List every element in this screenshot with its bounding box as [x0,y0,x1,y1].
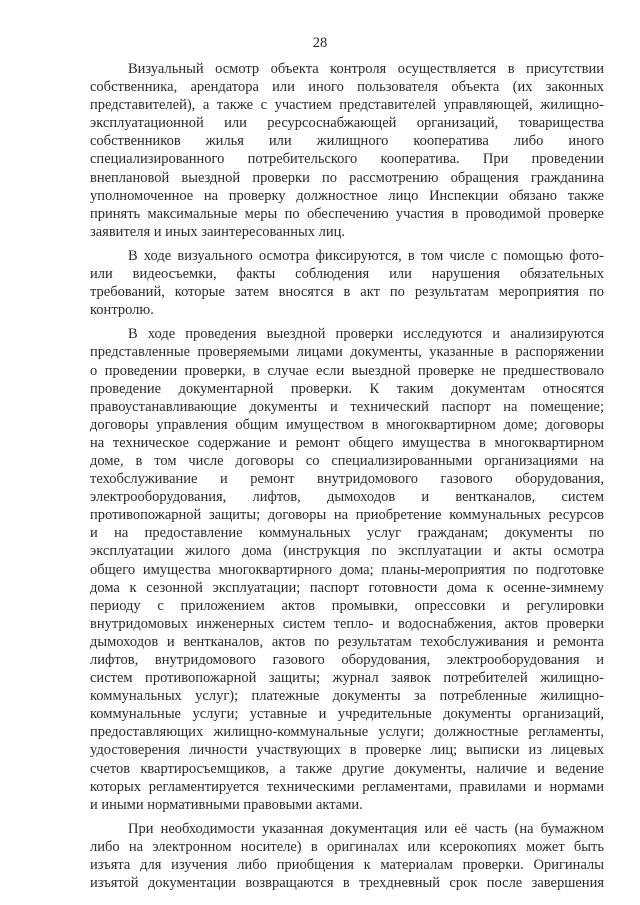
text-line: договоры управления общим имуществом в многоквартирном доме; договоры [90,416,604,433]
text-line: предоставляющих жилищно-коммунальные услуги; должностные регламенты, [90,724,604,741]
text-line: лифтов, внутридомового газового оборудования, электрооборудования и [90,652,604,668]
text-line: общего имущества многоквартирного дома; планы-мероприятия по подготовке [90,561,604,578]
text-line: собственника, арендатора или иного пользователя объекта (их законных [90,79,604,96]
text-line: принять максимальные меры по обеспечению участия в проводимой проверке [90,205,604,222]
text-line: дымоходов и вентканалов, актов по результатам техобслуживания и ремонта [90,633,604,650]
paragraph [90,325,604,814]
text-line: В ходе визуального осмотра фиксируются, в том числе с помощью фото- [128,247,604,264]
text-line: В ходе проведения выездной проверки исследуются и анализируются [128,326,604,343]
text-line: специализированного потребительского кооператива. При проведении [90,151,604,168]
text-line: и иными нормативными правовыми актами. [90,796,363,813]
text-line: проведение документарной проверки. К таким документам относятся [90,380,604,397]
paragraph [90,247,604,319]
text-line: представленные проверяемыми лицами документы, указанные в распоряжении [90,344,604,361]
text-line: Визуальный осмотр объекта контроля осуществляется в присутствии [128,61,604,77]
text-line: систем противопожарной защиты; журнал заявок потребителей жилищно- [90,670,604,687]
text-line: изъята для изучения либо приобщения к материалам проверки. Оригиналы [90,857,604,874]
text-line: удостоверения личности участвующих в проверке лиц; выписки из лицевых [90,742,604,759]
text-line: либо на электронном носителе) в оригиналах или ксерокопиях может быть [90,838,604,855]
page-number: 28 [312,35,328,51]
text-line: периоду с приложением актов промывки, опрессовки и регулировки [90,597,604,614]
text-line: правоустанавливающие документы и технический паспорт на помещение; [90,398,604,415]
text-line: внутридомовых инженерных систем тепло- и водоснабжения, актов проверки [90,615,604,632]
paragraph [90,820,604,892]
text-line: на техническое содержание и ремонт общего имущества в многоквартирном [90,434,604,451]
text-line: противопожарной защиты; договоры на приобретение коммунальных ресурсов [90,507,604,524]
text-line: изъятой документации возвращаются в трехдневный срок после завершения [90,875,604,892]
text-line: требований, которые затем вносятся в акт по результатам мероприятия по [90,284,604,301]
text-line: При необходимости указанная документация или её часть (на бумажном [128,820,604,837]
text-line: доме, в том числе договоры со специализированными организациями на [90,452,604,469]
text-line: уполномоченное на проверку должностное лицо Инспекции обязано также [90,187,604,204]
text-line: коммунальные услуги; уставные и учредительные документы организаций, [90,706,604,723]
paragraph [90,60,604,241]
text-line: счетов квартиросъемщиков, а также другие документы, наличие и ведение [90,760,604,777]
text-line: контролю. [90,302,154,319]
text-line: электрооборудования, лифтов, дымоходов и вентканалов, систем [90,489,604,506]
text-line: коммунальных услуг); платежные документы за потребленные жилищно- [90,688,604,705]
text-line: внеплановой выездной проверки по рассмотрению обращения гражданина [90,169,604,186]
text-line: и на предоставление коммунальных услуг гражданам; документы по [90,525,604,542]
page-body [90,60,604,892]
text-line: дома к сезонной эксплуатации; паспорт готовности дома к осенне-зимнему [90,579,604,596]
text-line: заявителя и иных заинтересованных лиц. [90,223,346,240]
text-line: представителей), а также с участием представителей управляющей, жилищно- [90,97,604,114]
text-line: эксплуатации жилого дома (инструкция по эксплуатации и акты осмотра [90,543,604,560]
text-line: техобслуживание и ремонт внутридомового газового оборудования, [90,471,604,488]
text-line: собственников жилья или жилищного кооператива либо иного [90,133,604,150]
text-line: о проведении проверки, в случае если выездной проверке не предшествовало [90,362,604,379]
text-line: которых регламентируется техническими регламентами, правилами и нормами [90,778,604,795]
text-line: или видеосъемки, факты соблюдения или нарушения обязательных [90,266,604,283]
text-line: эксплуатационной или ресурсоснабжающей организаций, товарищества [90,115,604,132]
